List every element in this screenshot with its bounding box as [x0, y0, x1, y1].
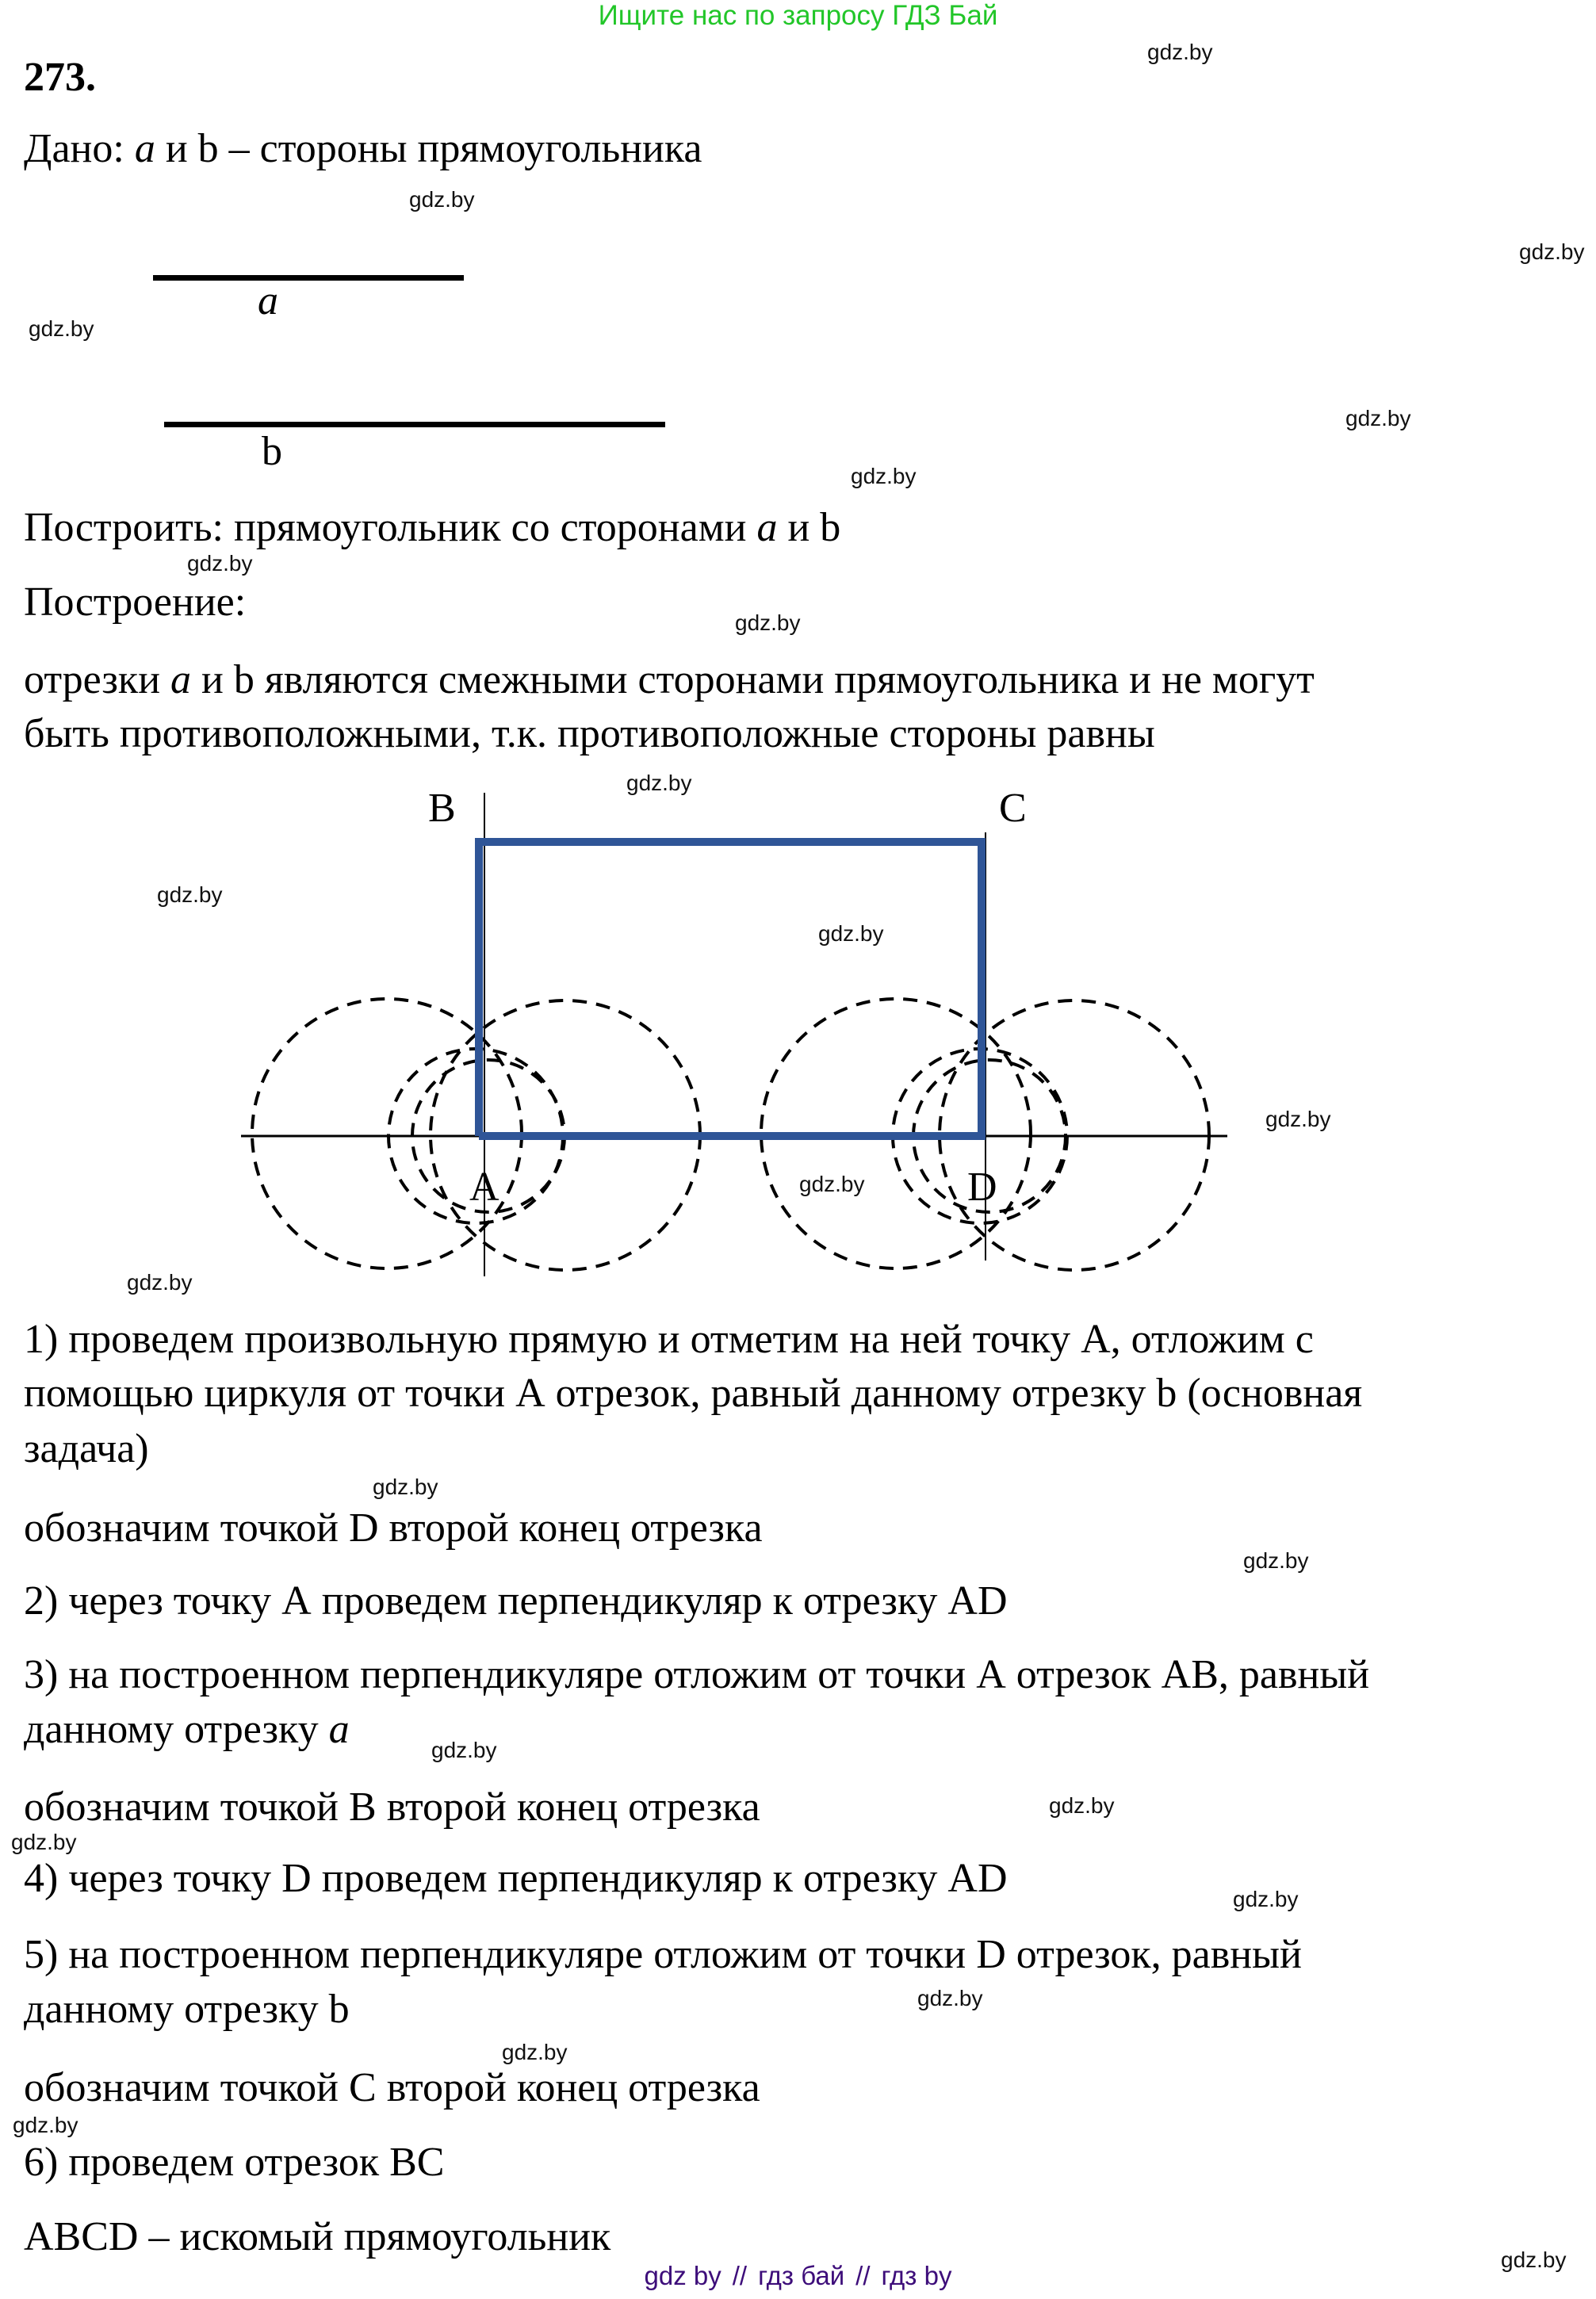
- step-3-note: обозначим точкой В второй конец отрезка: [24, 1784, 760, 1830]
- watermark: gdz.by: [11, 1830, 77, 1854]
- step-1-line-1: 1) проведем произвольную прямую и отметим на ней точку А, отложим с: [24, 1317, 1314, 1362]
- given-and: и: [155, 126, 198, 171]
- watermark: gdz.by: [851, 464, 917, 488]
- given-a: a: [134, 126, 155, 171]
- construct-and: и: [777, 505, 821, 550]
- step-5-line-1: 5) на построенном перпендикуляре отложим от точки D отрезок, равный: [24, 1932, 1302, 1977]
- watermark: gdz.by: [29, 316, 94, 341]
- step-1-line-3: задача): [24, 1426, 149, 1471]
- note-a: a: [170, 657, 192, 702]
- footer-link-gdz-by-cyr[interactable]: гдз by: [881, 2261, 952, 2290]
- point-label-a: A: [469, 1165, 499, 1210]
- watermark: gdz.by: [431, 1738, 497, 1762]
- given-suffix: – стороны прямоугольника: [218, 126, 702, 171]
- watermark: gdz.by: [818, 921, 884, 946]
- watermark: gdz.by: [409, 187, 475, 212]
- watermark: gdz.by: [1345, 406, 1411, 430]
- step-4: 4) через точку D проведем перпендикуляр к отрезку AD: [24, 1856, 1008, 1901]
- watermark: gdz.by: [1243, 1548, 1309, 1573]
- footer-links: [0, 2260, 1596, 2292]
- segment-b-label: b: [262, 429, 282, 474]
- note-rest: и b являются смежными сторонами прямоугольника и не могут: [191, 657, 1315, 702]
- watermark: gdz.by: [1519, 239, 1585, 264]
- watermark: gdz.by: [735, 610, 801, 635]
- construct-prefix: Построить: прямоугольник со сторонами: [24, 505, 757, 550]
- segment-a-label: a: [258, 278, 278, 323]
- watermark: gdz.by: [1501, 2247, 1567, 2272]
- watermark: gdz.by: [187, 551, 253, 576]
- watermark: gdz.by: [1049, 1793, 1115, 1818]
- step-1-line-2: помощью циркуля от точки А отрезок, равный данному отрезку b (основная: [24, 1371, 1363, 1416]
- construction-title: Построение:: [24, 580, 247, 625]
- construct-a: a: [756, 505, 778, 550]
- watermark: gdz.by: [1265, 1107, 1331, 1131]
- watermark: gdz.by: [799, 1172, 865, 1196]
- given-prefix: Дано:: [24, 126, 135, 171]
- step-1-note: обозначим точкой D второй конец отрезка: [24, 1505, 763, 1551]
- point-label-d: D: [967, 1165, 997, 1210]
- step-3-a: a: [328, 1707, 350, 1752]
- footer-link-gdz-bai[interactable]: гдз бай: [758, 2261, 845, 2290]
- step-3-line-1: 3) на построенном перпендикуляре отложим от точки А отрезок АВ, равный: [24, 1652, 1370, 1697]
- top-banner[interactable]: Ищите нас по запросу ГДЗ Бай: [598, 0, 998, 31]
- point-label-c: C: [999, 786, 1027, 831]
- conclusion: ABCD – искомый прямоугольник: [24, 2214, 611, 2259]
- watermark: gdz.by: [13, 2113, 78, 2137]
- footer-separator: //: [732, 2261, 748, 2290]
- watermark: gdz.by: [1233, 1887, 1299, 1911]
- step-5-line-2: данному отрезку b: [24, 1987, 350, 2032]
- step-3-line-2: [24, 1706, 350, 1754]
- given-b: b: [197, 126, 219, 171]
- watermark: gdz.by: [1147, 40, 1213, 64]
- problem-number: 273.: [24, 55, 96, 100]
- watermark: gdz.by: [917, 1986, 983, 2010]
- step-3-prefix: данному отрезку: [24, 1707, 329, 1752]
- watermark: gdz.by: [502, 2040, 568, 2064]
- point-label-b: B: [428, 786, 456, 831]
- watermark: gdz.by: [626, 771, 692, 795]
- watermark: gdz.by: [157, 882, 223, 907]
- step-2: 2) через точку А проведем перпендикуляр к отрезку AD: [24, 1578, 1008, 1624]
- watermark: gdz.by: [127, 1270, 193, 1295]
- footer-separator: //: [855, 2261, 871, 2290]
- step-6: 6) проведем отрезок ВС: [24, 2140, 445, 2185]
- note-line-2: быть противоположными, т.к. противоположные стороны равны: [24, 711, 1155, 756]
- step-5-note: обозначим точкой С второй конец отрезка: [24, 2065, 760, 2110]
- construct-b: b: [820, 505, 841, 550]
- footer-link-gdz-by[interactable]: gdz by: [644, 2261, 721, 2290]
- watermark: gdz.by: [373, 1475, 438, 1499]
- note-prefix: отрезки: [24, 657, 171, 702]
